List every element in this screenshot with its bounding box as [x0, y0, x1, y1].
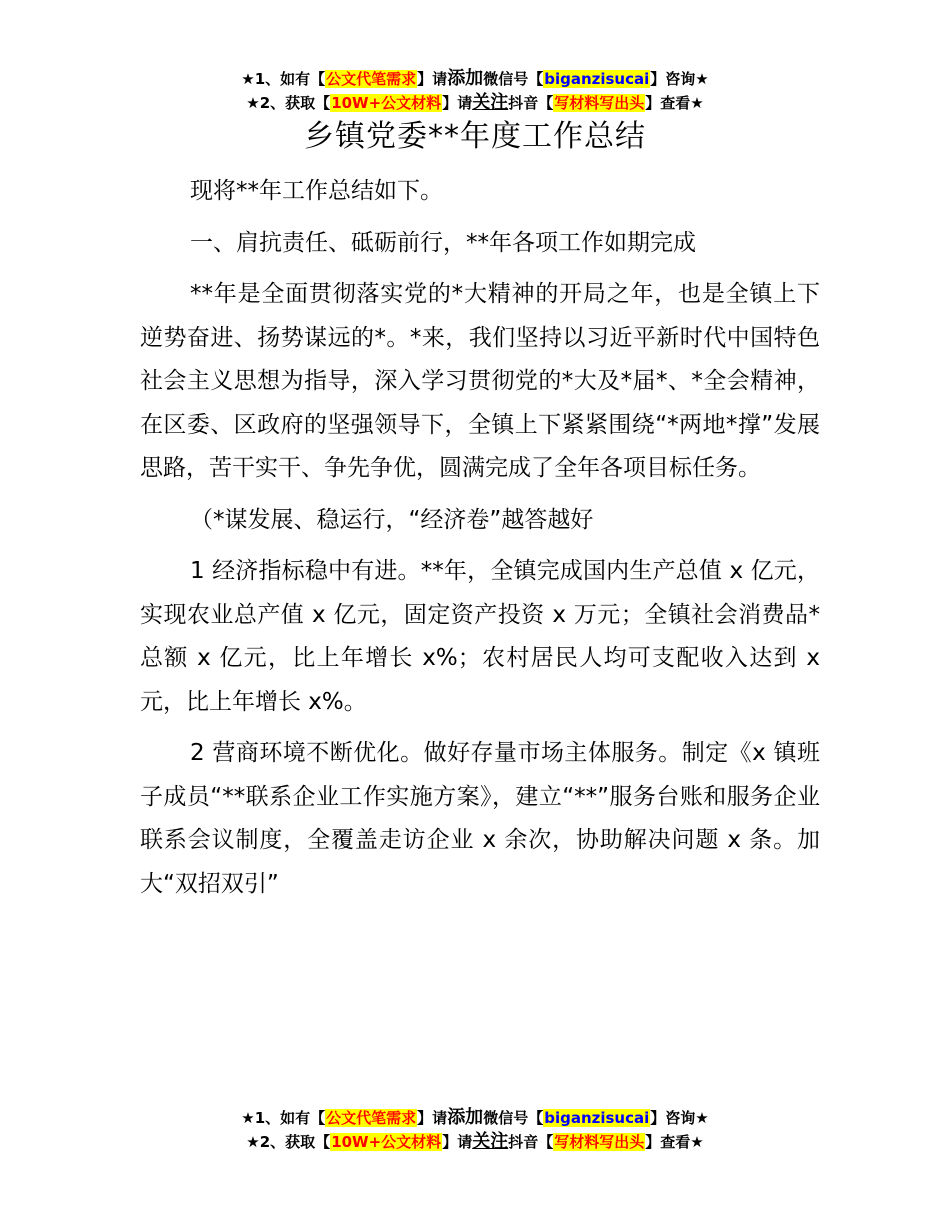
document-title: 乡镇党委**年度工作总结: [304, 119, 646, 154]
banner-text: 】咨询★: [650, 70, 709, 88]
banner-text: ★2、获取【: [246, 1133, 331, 1151]
banner-text: 】请: [442, 1133, 473, 1151]
banner-text: 】咨询★: [650, 1109, 709, 1127]
banner-line-2: [0, 1130, 950, 1154]
highlight-service: 公文代笔需求: [326, 1109, 417, 1127]
header-banner: [0, 67, 950, 115]
banner-emphasis: 添加: [447, 68, 484, 89]
highlight-douyin: 写材料写出头: [554, 1133, 645, 1151]
highlight-wechat-id: biganzisucai: [544, 1109, 650, 1127]
banner-emphasis: 关注: [472, 92, 509, 113]
banner-text: 】查看★: [645, 1133, 704, 1151]
document-body: [140, 170, 820, 914]
subsection-heading: （*谋发展、稳运行，“经济卷”越答越好: [190, 506, 594, 533]
footer-banner: [0, 1106, 950, 1154]
banner-text: 微信号【: [483, 1109, 544, 1127]
paragraph: 2 营商环境不断优化。做好存量市场主体服务。制定《x 镇班子成员“**联系企业工作实施方案》，建立“**”服务台账和服务企业联系会议制度，全覆盖走访企业 x 余次，协助解决问题 x 条。加大“双招双引”: [140, 740, 820, 897]
highlight-materials: 10W+公文材料: [331, 1133, 442, 1151]
banner-text: ★1、如有【: [241, 70, 326, 88]
banner-emphasis: 添加: [447, 1107, 484, 1128]
paragraph: 现将**年工作总结如下。: [190, 178, 443, 204]
banner-line-1: [0, 67, 950, 91]
banner-text: ★1、如有【: [241, 1109, 326, 1127]
highlight-service: 公文代笔需求: [326, 70, 417, 88]
paragraph: 1 经济指标稳中有进。**年，全镇完成国内生产总值 x 亿元，实现农业总产值 x 亿元，固定资产投资 x 万元；全镇社会消费品*总额 x 亿元，比上年增长 x%；农村居民人均可支配收入达到 x 元，比上年增长 x%。: [140, 558, 820, 715]
banner-line-1: [0, 1106, 950, 1130]
banner-text: 】请: [417, 1109, 448, 1127]
highlight-douyin: 写材料写出头: [554, 94, 645, 112]
banner-text: ★2、获取【: [246, 94, 331, 112]
highlight-materials: 10W+公文材料: [331, 94, 442, 112]
banner-emphasis: 关注: [472, 1131, 509, 1152]
banner-text: 】查看★: [645, 94, 704, 112]
banner-text: 微信号【: [483, 70, 544, 88]
banner-text: 抖音【: [508, 94, 554, 112]
banner-text: 】请: [417, 70, 448, 88]
highlight-wechat-id: biganzisucai: [544, 70, 650, 88]
section-heading: 一、肩抗责任、砥砺前行，**年各项工作如期完成: [190, 229, 696, 256]
paragraph: **年是全面贯彻落实党的*大精神的开局之年，也是全镇上下逆势奋进、扬势谋远的*。*来，我们坚持以习近平新时代中国特色社会主义思想为指导，深入学习贯彻党的*大及*届*、*全会精神，在区委、区政府的坚强领导下，全镇上下紧紧围绕“*两地*撑”发展思路，苦干实干、争先争优，圆满完成了全年各项目标任务。: [140, 281, 820, 481]
banner-text: 】请: [442, 94, 473, 112]
banner-text: 抖音【: [508, 1133, 554, 1151]
